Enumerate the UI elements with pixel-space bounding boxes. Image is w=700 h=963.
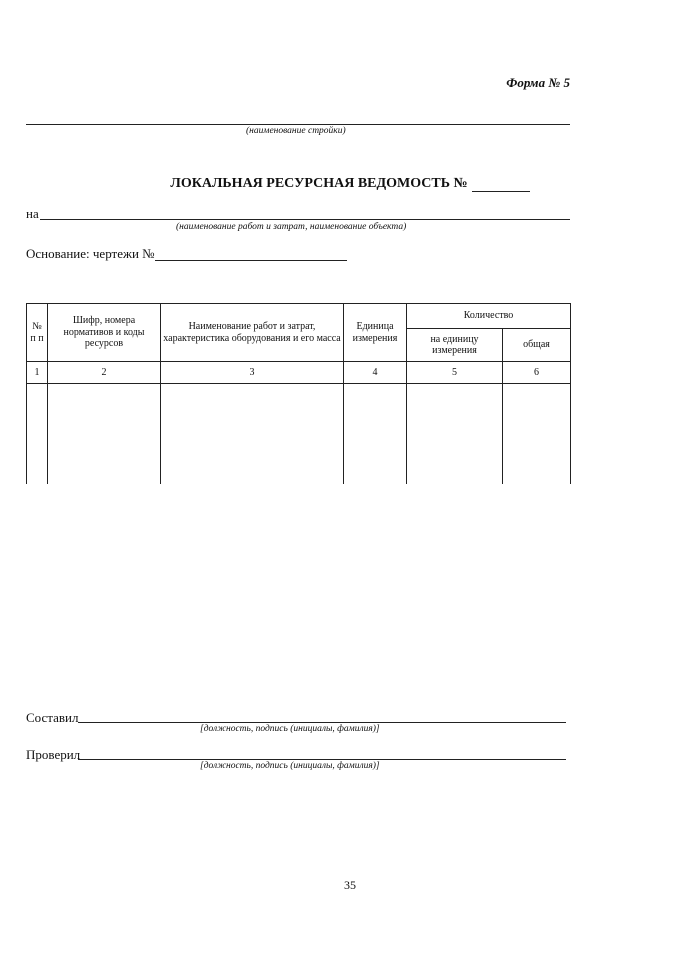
header-code: Шифр, номера нормативов и коды ресурсов xyxy=(48,304,161,362)
title-number-field[interactable] xyxy=(472,177,530,192)
title-text: ЛОКАЛЬНАЯ РЕСУРСНАЯ ВЕДОМОСТЬ № xyxy=(170,176,468,191)
basis-label: Основание: чертежи № xyxy=(26,246,155,261)
body-cell[interactable] xyxy=(407,384,503,484)
construction-name-caption: (наименование стройки) xyxy=(246,126,346,136)
column-number-6: 6 xyxy=(503,362,571,384)
header-quantity: Количество xyxy=(407,304,571,329)
column-number-4: 4 xyxy=(344,362,407,384)
page-number: 35 xyxy=(344,878,356,892)
form-number: Форма № 5 xyxy=(506,75,570,90)
drawings-number-line[interactable] xyxy=(155,260,347,261)
body-cell[interactable] xyxy=(344,384,407,484)
body-cell[interactable] xyxy=(161,384,344,484)
checked-signature-line[interactable] xyxy=(78,759,566,760)
header-number: № п п xyxy=(27,304,48,362)
body-cell[interactable] xyxy=(27,384,48,484)
work-name-line[interactable] xyxy=(40,219,570,220)
work-name-caption: (наименование работ и затрат, наименование объекта) xyxy=(176,222,407,232)
header-per-unit: на единицу измерения xyxy=(407,329,503,362)
resource-table xyxy=(26,303,571,484)
checked-signature-caption: [должность, подпись (инициалы, фамилия)] xyxy=(200,761,380,771)
document-title xyxy=(0,176,700,192)
column-number-2: 2 xyxy=(48,362,161,384)
on-label: на xyxy=(26,206,39,221)
compiled-signature-caption: [должность, подпись (инициалы, фамилия)] xyxy=(200,724,380,734)
body-cell[interactable] xyxy=(503,384,571,484)
column-number-3: 3 xyxy=(161,362,344,384)
column-number-1: 1 xyxy=(27,362,48,384)
header-unit: Единица измерения xyxy=(344,304,407,362)
compiled-signature-line[interactable] xyxy=(78,722,566,723)
header-total: общая xyxy=(503,329,571,362)
body-cell[interactable] xyxy=(48,384,161,484)
column-number-5: 5 xyxy=(407,362,503,384)
header-work-name: Наименование работ и затрат, характеристика оборудования и его масса xyxy=(161,304,344,362)
compiled-label: Составил xyxy=(26,710,79,725)
construction-name-line xyxy=(26,124,570,125)
checked-label: Проверил xyxy=(26,747,81,762)
